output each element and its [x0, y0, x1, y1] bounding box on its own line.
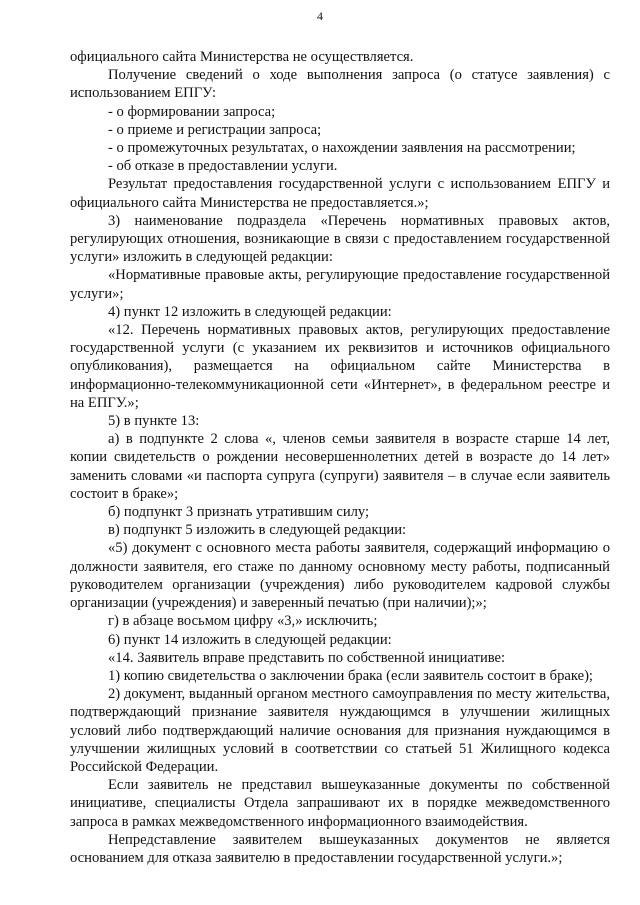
paragraph: Результат предоставления государственной услуги с использованием ЕПГУ и официального сайта Министерства не предоставляется.»; [70, 176, 610, 211]
list-item: - о промежуточных результатах, о нахождении заявления на рассмотрении; [108, 140, 576, 157]
list-item: - о приеме и регистрации запроса; [108, 121, 322, 138]
paragraph: 3) наименование подраздела «Перечень нормативных правовых актов, регулирующих отношения, возникающие в связи с предоставлением государственной услуги» изложить в следующей редакции: [70, 212, 610, 266]
paragraph: 4) пункт 12 изложить в следующей редакции: [108, 303, 392, 320]
paragraph: официального сайта Министерства не осуществляется. [70, 49, 414, 65]
document-body [70, 48, 610, 867]
paragraph: «Нормативные правовые акты, регулирующие предоставление государственной услуги»; [70, 267, 610, 302]
paragraph: б) подпункт 3 признать утратившим силу; [108, 504, 370, 521]
paragraph: а) в подпункте 2 слова «, членов семьи заявителя в возрасте старше 14 лет, копии свидетельств о рождении несовершеннолетних детей в возрасте до 14 лет» заменить словами «и паспорта супруга (супруги) заявителя – в случае если заявитель состоит в браке»; [70, 431, 610, 502]
page-number: 4 [317, 9, 323, 23]
paragraph: Получение сведений о ходе выполнения запроса (о статусе заявления) с использованием ЕПГУ: [70, 67, 610, 102]
paragraph: «12. Перечень нормативных правовых актов, регулирующих предоставление государственной услуги (с указанием их реквизитов и источников официального опубликования), размещается на официальном сайте Министерства в информационно-телекоммуникационной сети «Интернет», в федеральном реестре и на ЕПГУ.»; [70, 322, 610, 411]
paragraph: г) в абзаце восьмом цифру «3,» исключить; [108, 613, 378, 630]
paragraph: Если заявитель не представил вышеуказанные документы по собственной инициативе, специалисты Отдела запрашивают их в порядке межведомственного запроса в рамках межведомственного информационного взаимодействия. [70, 777, 610, 830]
paragraph: 5) в пункте 13: [108, 413, 200, 430]
list-item: - об отказе в предоставлении услуги. [108, 158, 338, 175]
paragraph: «5) документ с основного места работы заявителя, содержащий информацию о должности заявителя, его стаже по данному основному месту работы, подписанный руководителем организации (учреждения) либо руководителем кадровой службы организации (учреждения) и заверенный печатью (при наличии);»; [70, 540, 610, 612]
paragraph: 6) пункт 14 изложить в следующей редакции: [108, 631, 392, 648]
paragraph: в) подпункт 5 изложить в следующей редакции: [108, 522, 407, 539]
paragraph: «14. Заявитель вправе представить по собственной инициативе: [108, 649, 506, 666]
list-item: - о формировании запроса; [108, 103, 276, 120]
paragraph: Непредставление заявителем вышеуказанных документов не является основанием для отказа заявителю в предоставлении государственной услуги.»; [70, 831, 610, 866]
paragraph: 2) документ, выданный органом местного самоуправления по месту жительства, подтверждающий признание заявителя нуждающимся в улучшении жилищных условий либо подтверждающий наличие основания для признания нуждающимся в улучшении жилищных условий в соответствии со статьей 51 Жилищного кодекса Российской Федерации. [70, 686, 610, 775]
paragraph: 1) копию свидетельства о заключении брака (если заявитель состоит в браке); [108, 667, 593, 684]
